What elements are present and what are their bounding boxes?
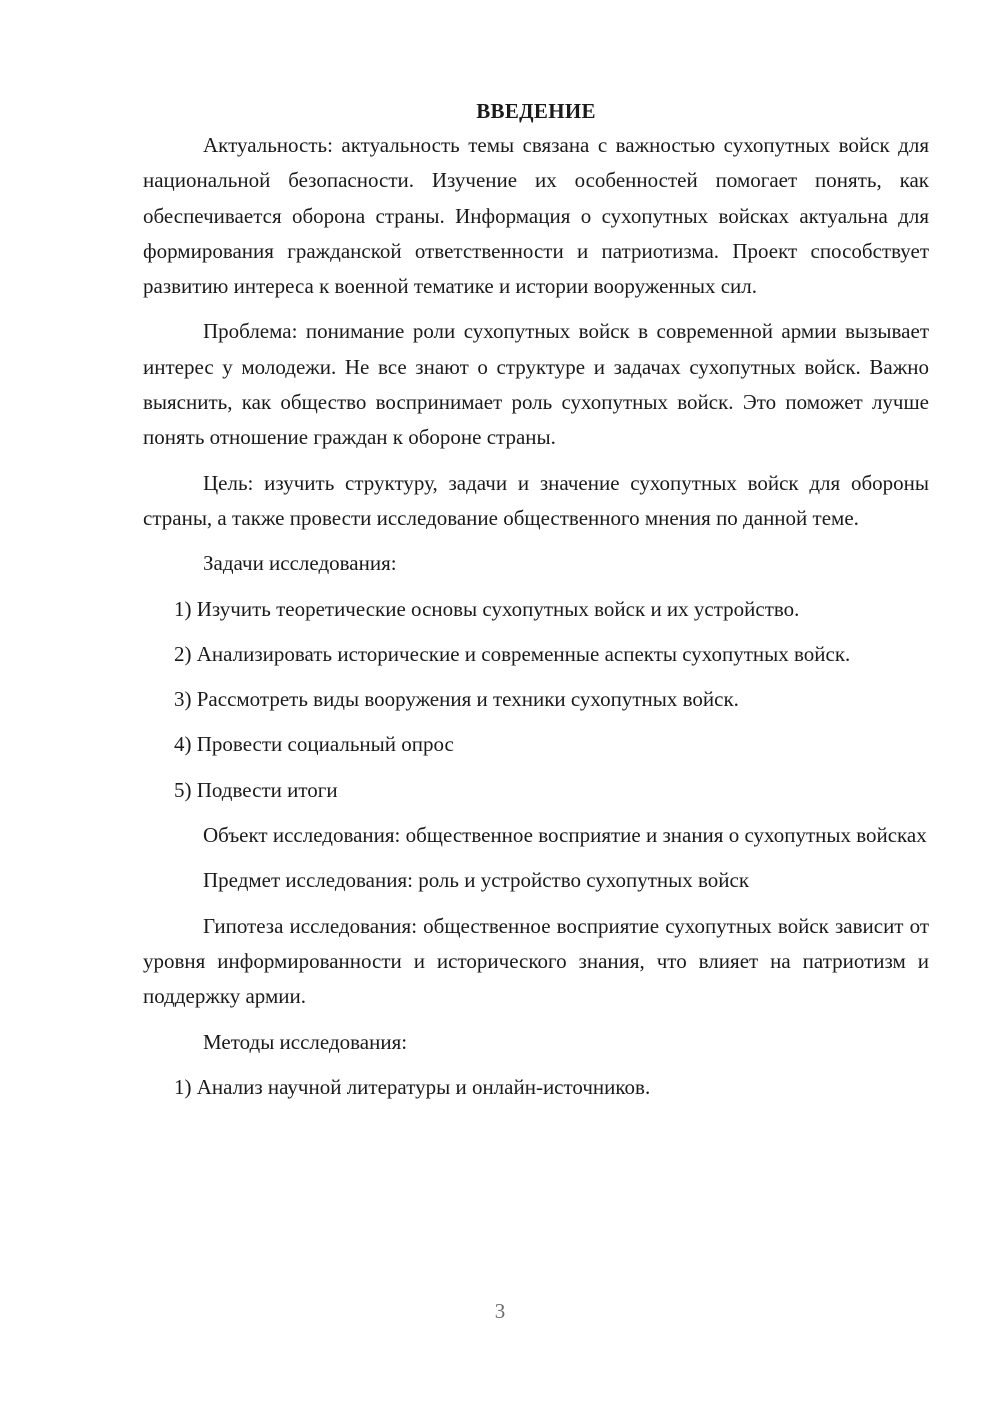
- task-item-5: 5) Подвести итоги: [174, 777, 338, 802]
- object-paragraph: Объект исследования: общественное восприятие и знания о сухопутных войсках: [203, 823, 927, 848]
- section-heading: ВВЕДЕНИЕ: [476, 99, 596, 123]
- method-item-1: 1) Анализ научной литературы и онлайн-источников.: [174, 1074, 651, 1099]
- problem-paragraph: Проблема: понимание роли сухопутных войск в современной армии вызывает интерес у молодежи. Не все знают о структуре и задачах сухопутных войск. Важно выяснить, как общество воспринимает роль сухопутных войск. Это поможет лучше понять отношение граждан к обороне страны.: [143, 319, 929, 450]
- tasks-title: Задачи исследования:: [203, 551, 397, 576]
- task-item-2: 2) Анализировать исторические и современные аспекты сухопутных войск.: [174, 641, 851, 666]
- page-number: 3: [494, 1299, 506, 1323]
- document-page: [143, 96, 929, 1115]
- task-item-3: 3) Рассмотреть виды вооружения и техники сухопутных войск.: [174, 687, 739, 712]
- relevance-paragraph: Актуальность: актуальность темы связана с важностью сухопутных войск для национальной безопасности. Изучение их особенностей помогает понять, как обеспечивается оборона страны. Информация о сухопутных войсках актуальна для формирования гражданской ответственности и патриотизма. Проект способствует развитию интереса к военной тематике и истории вооруженных сил.: [143, 133, 929, 299]
- methods-title: Методы исследования:: [203, 1029, 408, 1054]
- goal-paragraph: Цель: изучить структуру, задачи и значение сухопутных войск для обороны страны, а также провести исследование общественного мнения по данной теме.: [143, 470, 929, 530]
- hypothesis-paragraph: Гипотеза исследования: общественное восприятие сухопутных войск зависит от уровня информированности и исторического знания, что влияет на патриотизм и поддержку армии.: [143, 913, 929, 1009]
- task-item-4: 4) Провести социальный опрос: [174, 732, 454, 757]
- task-item-1: 1) Изучить теоретические основы сухопутных войск и их устройство.: [174, 596, 800, 621]
- subject-paragraph: Предмет исследования: роль и устройство сухопутных войск: [203, 868, 750, 893]
